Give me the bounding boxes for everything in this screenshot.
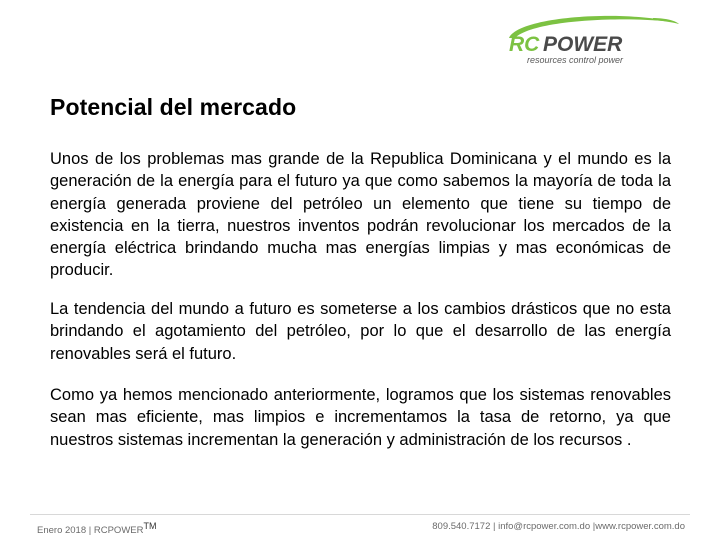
paragraph-1: Unos de los problemas mas grande de la Republica Dominicana y el mundo es la generación de la energía para el futuro ya que como sabemos la mayoría de toda la energía generada proviene del petróleo un elemento que tiene su tiempo de existencia en la tierra, nuestros inventos podrán revolucionar los mercados de la energía eléctrica brindando mucha mas energías limpias y mas económicas de producir. (50, 150, 671, 280)
footer-date-brand: Enero 2018 | RCPOWER (37, 525, 144, 537)
footer-contact: 809.540.7172 | info@rcpower.com.do |www.rcpower.com.do (432, 521, 685, 532)
logo-tagline: resources control power (527, 55, 624, 65)
paragraph-3: Como ya hemos mencionado anteriormente, logramos que los sistemas renovables sean mas eficiente, mas limpios e incrementamos la tasa de retorno, ya que nuestros sistemas incrementan la generación y administración de los recursos . (50, 386, 671, 449)
page-title: Potencial del mercado (50, 94, 297, 120)
rcpower-logo-graphic (503, 12, 683, 74)
footer-trademark: TM (143, 521, 157, 531)
logo-swoosh-tail (653, 18, 679, 24)
rcpower-logo (503, 12, 683, 74)
logo-brand-right: POWER (543, 33, 623, 56)
paragraph-2: La tendencia del mundo a futuro es someterse a los cambios drásticos que no esta brindando el agotamiento del petróleo, por lo que el desarrollo de las energía renovables será el futuro. (50, 300, 671, 363)
footer-left (37, 521, 156, 536)
logo-brand-left: RC (509, 33, 540, 56)
footer-divider (30, 514, 690, 515)
